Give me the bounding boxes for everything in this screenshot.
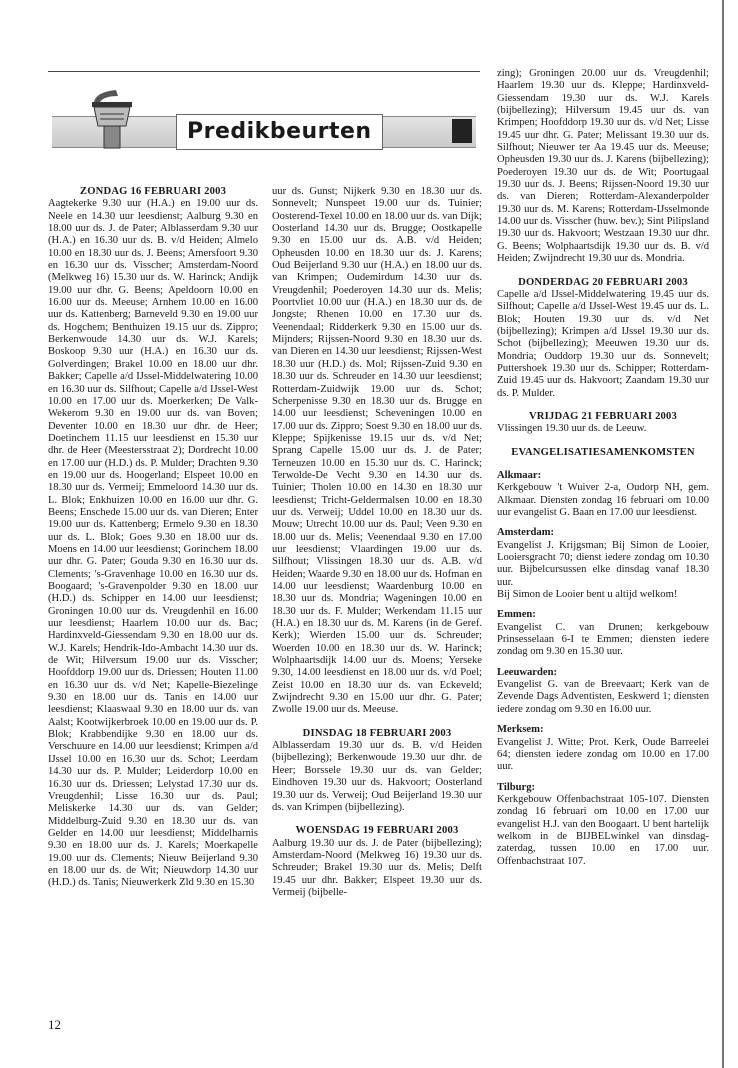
donderdag-listing: Capelle a/d IJssel-Middelwatering 19.45 uur ds. Silfhout; Capelle a/d IJssel-West 19.45 uur ds. L. Blok; Houten 19.30 uur ds. v/d Net (bijbellezing); Krimpen a/d IJssel 19.30 uur ds. Schot (bijbellezing); Meeuwen 19.30 uur ds. Mondria; Ouddorp 19.30 uur ds. Sonnevelt; Puttershoek 19.30 uur ds. Schipper; Rotterdam-Zuid 19.45 uur ds. Hakvoort; Zaandam 19.30 uur ds. P. Mulder. xyxy=(497,288,709,399)
column-1 xyxy=(48,186,258,890)
amsterdam-welcome: Bij Simon de Looier bent u altijd welkom! xyxy=(497,589,678,601)
woensdag-listing-cont: zing); Groningen 20.00 uur ds. Vreugdenhil; Haarlem 19.30 uur ds. Kleppe; Hardinxveld-Giessendam 19.30 uur ds. W.J. Karels (bijbellezing); Hilversum 19.45 uur ds. van Krimpen; Hoofddorp 19.30 uur ds. v/d Net; Lisse 19.45 uur dhr. G. Pater; Melissant 19.30 uur ds. Silfhout; Nieuwer ter Aa 19.45 uur ds. Meeuse; Opheusden 19.30 uur ds. J. Karens (bijbellezing); Poederoyen 19.30 uur ds. de Wit; Poortugaal 19.30 uur ds. J. Beens; Rijssen-Noord 19.30 uur ds. van Dieren; Rotterdam-Alexanderpolder 19.30 uur ds. M. Karens; Rotterdam-IJsselmonde 14.00 uur ds. Visscher (huw. bev.); Sint Pilipsland 19.30 uur ds. Hakvoort; Westzaan 19.30 uur dhr. G. Beens; Wolphaartsdijk 19.30 uur ds. B. v/d Heiden; Zwijndrecht 19.30 uur ds. Mondria. xyxy=(497,68,709,265)
section-header xyxy=(48,86,476,156)
merksem-text: Evangelist J. Witte; Prot. Kerk, Oude Barreelei 64; diensten iedere zondag om 10.00 en 17.00 uur. xyxy=(497,736,709,773)
dinsdag-listing: Alblasserdam 19.30 uur ds. B. v/d Heiden (bijbellezing); Berkenwoude 19.30 uur dhr. de Heer; Borssele 19.30 uur ds. van Gelder; Eindhoven 19.30 uur ds. Hakvoort; Oosterland 19.30 uur ds. Verweij; Oud Beijerland 19.30 uur ds. van Krimpen (bijbellezing). xyxy=(272,740,482,813)
day-heading-dinsdag: DINSDAG 18 FEBRUARI 2003 xyxy=(302,727,452,739)
city-amsterdam: Amsterdam: xyxy=(497,527,555,539)
page-edge xyxy=(722,0,724,1068)
amsterdam-text: Evangelist J. Krijgsman; Bij Simon de Looier, Looiersgracht 70; dienst iedere zondag om 10.30 uur. Bijbelcursussen elke dinsdag vanaf 18.30 uur. xyxy=(497,539,709,588)
emmen-text: Evangelist C. van Drunen; kerkgebouw Prinsesselaan 6-I te Emmen; diensten iedere zondag om 9.30 en 15.30 uur. xyxy=(497,621,709,658)
tilburg-text: Kerkgebouw Offenbachstraat 105-107. Diensten zondag 16 februari om 10.00 en 17.00 uur evangelist H.J. van den Boogaart. U bent hartelijk welkom in de BIJBELwinkel van dinsdag-zaterdag, tussen 10.00 en 17.00 uur. Offenbachstraat 107. xyxy=(497,793,709,867)
section-title: Predikbeurten xyxy=(176,114,383,150)
header-block-marker xyxy=(452,119,472,143)
city-merksem: Merksem: xyxy=(497,724,544,736)
zondag-listing-cont: uur ds. Gunst; Nijkerk 9.30 en 18.30 uur ds. Sonnevelt; Nunspeet 19.00 uur ds. Tuinier; Oosterend-Texel 10.00 en 18.00 uur ds. van Dijk; Oosterland 14.30 uur ds. Brugge; Oostkapelle 9.30 en 15.00 uur ds. A.B. v/d Heiden; Opheusden 10.00 en 18.30 uur ds. J. Karens; Oud Beijerland 9.30 uur (H.A.) en 18.00 uur ds. van Krimpen; Oudemirdum 14.30 uur ds. Vreugdenhil; Poederoyen 14.30 uur ds. Melis; Poortvliet 10.00 uur (H.A.) en 18.30 uur ds. de Jongste; Rhenen 10.00 en 17.30 uur ds. Veenendaal; Ridderkerk 9.30 en 15.00 uur ds. Mijnders; Rijssen-Noord 9.30 en 18.30 uur ds. van Dieren en 14.30 uur leesdienst; Rijssen-West 18.30 uur (H.D.) ds. Mol; Rijssen-Zuid 9.30 en 18.30 uur ds. Schreuder en 14.30 uur leesdienst; Rotterdam-Zuidwijk 19.00 uur ds. Schot; Scherpenisse 9.30 en 18.30 uur ds. Brugge en 14.00 uur leesdienst; Scheveningen 10.00 en 17.00 uur ds. Zippro; Soest 9.30 en 18.00 uur ds. Kleppe; Spijkenisse 19.15 uur ds. v/d Net; Sprang Capelle 15.00 uur ds. J. de Pater; Terneuzen 10.00 en 15.30 uur ds. C. Harinck; Terwolde-De Vecht 9.30 en 14.30 uur ds. Tuinier; Tholen 10.00 en 14.30 en 18.30 uur leesdienst; Tricht-Geldermalsen 10.00 en 18.30 uur ds. Verweij; Uddel 10.00 en 18.30 uur ds. Mouw; Utrecht 10.00 uur ds. Paul; Veen 9.30 en 18.00 uur ds. Melis; Veenendaal 9.30 en 17.00 uur leesdienst; Vlaardingen 19.00 uur ds. Silfhout; Vlissingen 18.30 uur ds. A.B. v/d Heiden; Waarde 9.30 en 18.00 uur ds. Hofman en 14.00 uur leesdienst; Waardenburg 10.00 en 18.30 uur ds. Mondria; Wageningen 10.00 en 18.30 uur ds. F. Mulder; Werkendam 11.15 uur (H.A.) en 18.30 uur ds. M. Karens (in de Geref. Kerk); Wierden 15.00 uur ds. Schreuder; Woerden 10.00 en 18.30 uur ds. W. Harinck; Wolphaartsdijk 14.00 uur ds. Moens; Yerseke 9.30, 14.00 leesdienst en 18.00 uur ds. v/d Poel; Zeist 10.00 en 18.30 uur ds. van Eckeveld; Zwijndrecht 9.30 en 15.00 uur dhr. G. Pater; Zwolle 19.00 uur ds. Meeuse. xyxy=(272,186,482,716)
leeuwarden-text: Evangelist G. van de Breevaart; Kerk van de Zevende Dags Adventisten, Eeskwerd 1; diensten iedere zondag om 9.30 en 16.00 uur. xyxy=(497,679,709,715)
zondag-listing: Aagtekerke 9.30 uur (H.A.) en 19.00 uur ds. Neele en 14.30 uur leesdienst; Aalburg 9.30 en 18.00 uur ds. J. de Pater; Alblasserdam 9.30 uur (H.A.) en 16.30 uur ds. B. v/d Heiden; Almelo 10.00 en 18.30 uur ds. J. Beens; Amersfoort 9.30 en 16.30 uur ds. Visscher; Amsterdam-Noord (Melkweg 16) 15.30 uur ds. W. Harinck; Andijk 19.00 uur dhr. G. Beens; Apeldoorn 10.00 en 16.00 uur ds. Meeuse; Arnhem 10.00 en 16.00 uur ds. Kattenberg; Barneveld 9.30 en 19.00 uur ds. Hogchem; Benthuizen 19.15 uur ds. Zippro; Berkenwoude 14.30 uur ds. W.J. Karels; Boskoop 9.30 uur (H.A.) en 16.30 uur ds. Golverdingen; Brakel 10.00 en 18.00 uur dhr. Bakker; Capelle a/d IJssel-Middelwatering 10.00 en 16.30 uur ds. Silfhout; Capelle a/d IJssel-West 10.00 en 17.00 uur ds. Moerkerken; De Valk-Wekerom 9.30 en 19.00 uur ds. van Boven; Deventer 10.00 en 18.30 uur dhr. de Heer; Doetinchem 11.15 uur leesdienst en 15.30 uur dhr. de Heer (Meestersstraat 2); Dordrecht 10.00 en 17.00 uur (H.D.) ds. P. Mulder; Drachten 9.30 en 19.00 uur ds. Hoogerland; Elspeet 10.00 en 18.30 uur ds. Vermeij; Emmeloord 14.30 uur ds. L. Blok; Enkhuizen 10.00 en 16.00 uur dhr. G. Beens; Enschede 15.00 uur ds. van Dieren; Enter 19.00 uur ds. Kattenberg; Ermelo 9.30 en 18.30 uur ds. L. Blok; Goes 9.30 en 18.00 uur ds. Moens en 14.00 uur leesdienst; Gorinchem 18.00 uur dhr. G. Pater; Gouda 9.30 en 16.30 uur ds. Clements; 's-Gravenhage 10.00 en 16.30 uur ds. Boogaard; 's-Gravenpolder 9.30 en 18.00 uur (H.D.) ds. Schipper en 14.00 uur leesdienst; Groningen 10.00 uur ds. Vreugdenhil en 16.00 uur leesdienst; Haarlem 10.00 uur ds. Bac; Hardinxveld-Giessendam 9.30 en 18.00 uur ds. W.J. Karels; Hendrik-Ido-Ambacht 14.30 uur ds. de Wit; Hilversum 19.00 uur ds. Visscher; Hoofddorp 19.00 uur ds. Driessen; Houten 11.00 en 16.30 uur ds. v/d Net; Kapelle-Biezelinge 9.30 en 18.00 uur ds. Tanis en 14.00 uur leesdienst; Klaaswaal 9.30 en 18.00 uur ds. van Aalst; Kootwijkerbroek 10.00 en 19.00 uur ds. P. Blok; Krabbendijke 9.30 en 18.00 uur ds. Verschuure en 14.00 uur leesdienst; Krimpen a/d IJssel 10.00 en 16.30 uur ds. Schot; Leerdam 14.30 uur ds. P. Mulder; Leiderdorp 10.00 en 16.30 uur ds. Driessen; Lelystad 17.30 uur ds. Vreugdenhil; Lisse 16.30 uur ds. Paul; Meliskerke 14.30 uur ds. van Gelder; Middelburg-Zuid 9.30 en 18.30 uur ds. van Gelder en 14.00 uur leesdienst; Middelharnis 9.30 en 18.00 uur ds. J. Karels; Moerkapelle 19.00 uur ds. Clements; Nieuw Beijerland 9.30 en 18.00 uur ds. de Wit; Nieuwdorp 14.30 uur (H.D.) ds. Tanis; Nieuwerkerk Zld 9.30 en 15.30 xyxy=(48,198,258,889)
top-rule xyxy=(48,71,480,72)
column-2 xyxy=(272,186,482,899)
column-3 xyxy=(497,68,709,868)
vrijdag-listing: Vlissingen 19.30 uur ds. de Leeuw. xyxy=(497,423,647,435)
day-heading-zondag: ZONDAG 16 FEBRUARI 2003 xyxy=(79,186,227,197)
city-emmen: Emmen: xyxy=(497,609,536,621)
woensdag-listing: Aalburg 19.30 uur ds. J. de Pater (bijbellezing); Amsterdam-Noord (Melkweg 16) 19.30 uur ds. Schreuder; Brakel 19.30 uur ds. Melis; Delft 19.45 uur dhr. Bakker; Elspeet 19.30 uur ds. Vermeij (bijbelle- xyxy=(272,837,482,898)
city-tilburg: Tilburg: xyxy=(497,781,536,793)
day-heading-donderdag: DONDERDAG 20 FEBRUARI 2003 xyxy=(518,276,688,288)
day-heading-vrijdag: VRIJDAG 21 FEBRUARI 2003 xyxy=(528,410,678,422)
city-leeuwarden: Leeuwarden: xyxy=(497,666,558,678)
pulpit-icon xyxy=(86,86,166,156)
evangelisation-heading: EVANGELISATIESAMENKOMSTEN xyxy=(511,446,695,458)
alkmaar-text: Kerkgebouw 't Wuiver 2-a, Oudorp NH, gem. Alkmaar. Diensten zondag 16 februari om 10.00 uur evangelist G. Baan en 17.00 uur leesdienst. xyxy=(497,482,709,518)
city-alkmaar: Alkmaar: xyxy=(497,469,542,481)
page-number: 12 xyxy=(48,1017,61,1032)
day-heading-woensdag: WOENSDAG 19 FEBRUARI 2003 xyxy=(295,825,459,837)
